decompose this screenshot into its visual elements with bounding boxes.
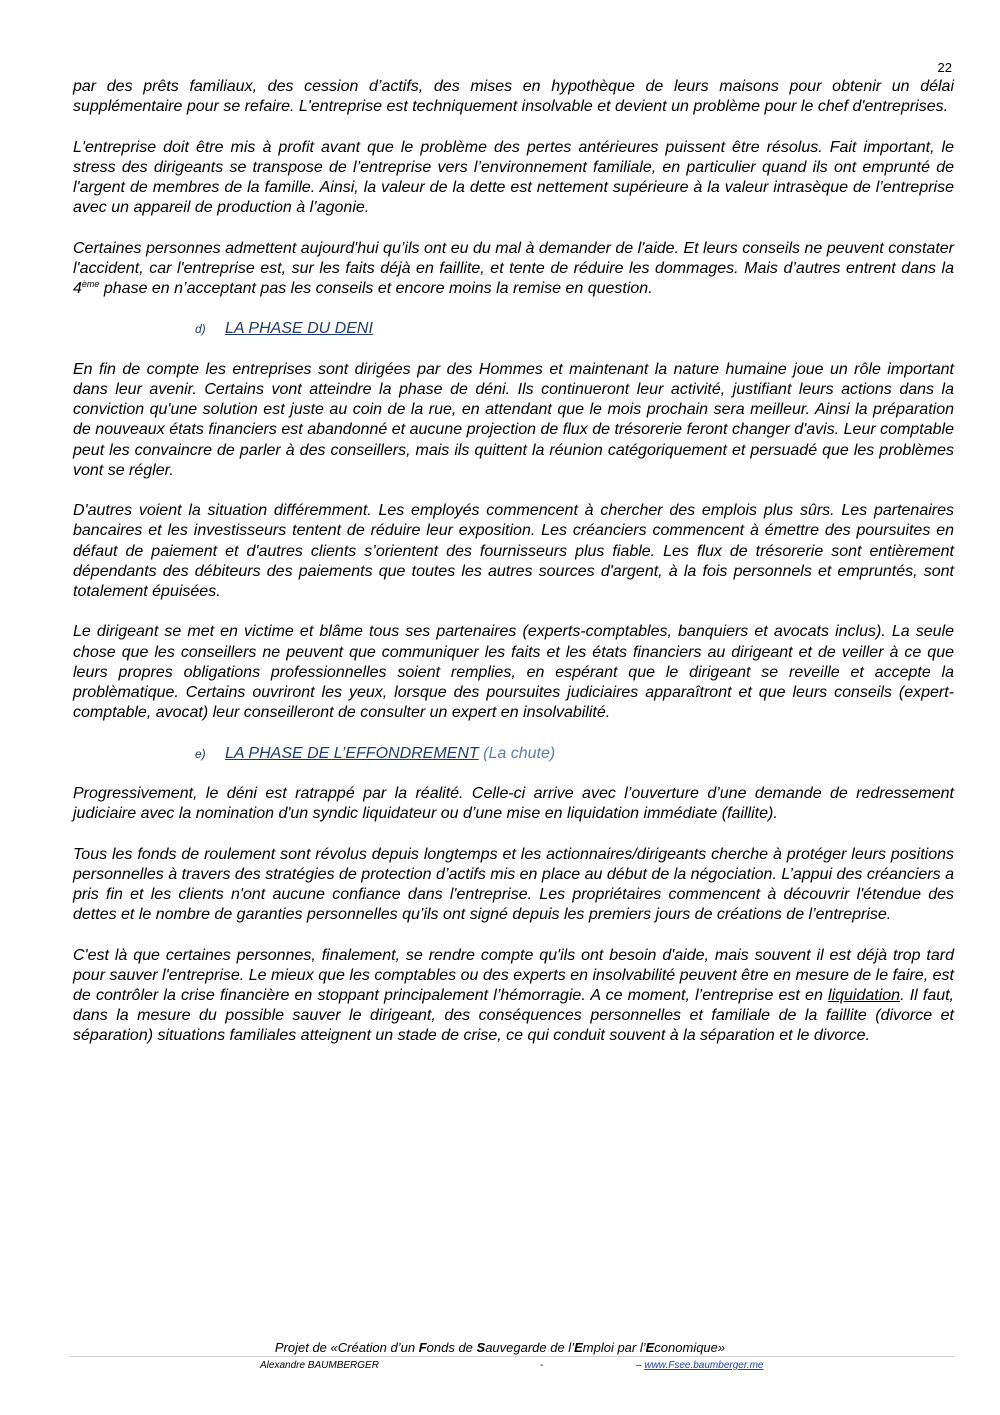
paragraph: Progressivement, le déni est ratrappé par la réalité. Celle-ci arrive avec l’ouverture d’une demande de redressement judiciaire avec la nomination d'un syndic liquidateur ou d’une mise en liquidation immédiate (faillite). — [73, 784, 954, 823]
section-title: LA PHASE DE L’EFFONDREMENT — [225, 744, 479, 762]
paragraph — [73, 946, 954, 1047]
section-heading-d — [73, 319, 954, 339]
footer-link-prefix: – — [636, 1360, 645, 1371]
section-title: LA PHASE DU DENI — [225, 320, 373, 338]
footer-title-text: mploi par l’ — [582, 1340, 646, 1355]
footer-title-text: Projet de «Création d’un — [274, 1340, 419, 1355]
paragraph: Tous les fonds de roulement sont révolus depuis longtemps et les actionnaires/dirigeants cherche à protéger leurs positions personnelles à travers des stratégies de protection d’actifs mis en place au début de la négociation. L’appui des créanciers a pris fin et les clients n'ont aucune confiance dans l'entreprise. Les propriétaires commencent à découvrir l'étendue des dettes et le nombre de garanties personnelles qu’ils ont signé depuis les premiers jours de créations de l’entreprise. — [73, 845, 954, 924]
section-letter: d) — [195, 322, 206, 337]
footer-title-text: onds de — [426, 1340, 477, 1355]
footer-title — [0, 1340, 1000, 1355]
paragraph: En fin de compte les entreprises sont dirigées par des Hommes et maintenant la nature humaine joue un rôle important dans leur avenir. Certains vont atteindre la phase de déni. Ils continueront leur activité, justifiant leurs actions dans la conviction qu'une solution est juste au coin de la rue, en attendant que le mois prochain sera meilleur. Ainsi la préparation de nouveaux états financiers est abandonné et aucune projection de flux de trésorerie feront changer d'avis. Leur comptable peut les convaincre de parler à des conseillers, mais ils quittent la réunion catégoriquement et persuadé que les problèmes vont se régler. — [73, 360, 954, 479]
page-number: 22 — [937, 60, 952, 75]
section-heading-e — [73, 744, 954, 764]
paragraph-text: . Il faut, dans la mesure du possible sauver le dirigeant, des conséquences personnelles et familiale de la faillite (divorce et séparation) situations familiales atteignent un stade de crise, ce qui conduit souvent à la séparation et le divorce. — [73, 986, 955, 1045]
footer-title-initial: S — [476, 1340, 486, 1355]
footer-title-text: conomique» — [654, 1340, 726, 1355]
paragraph-text: Certaines personnes admettent aujourd'hui qu’ils ont eu du mal à demander de l'aide. Et leurs conseils ne peuvent constater l'accident, car l'entreprise est, sur les faits déjà en faillite, et tente de réduire les dommages. Mais d’autres entrent dans la 4 — [73, 239, 954, 297]
paragraph: L'entreprise doit être mis à profit avant que le problème des pertes antérieures puissent être résolus. Fait important, le stress des dirigeants se transpose de l’entreprise vers l’environnement familiale, en particulier quand ils ont emprunté de l'argent de membres de la famille. Ainsi, la valeur de la dette est nettement supérieure à la valeur intrasèque de l’entreprise avec un appareil de production à l’agonie. — [73, 138, 954, 217]
footer-author: Alexandre BAUMBERGER — [260, 1360, 379, 1371]
section-letter: e) — [195, 746, 206, 761]
footer-title-text: auvegarde de l’ — [485, 1340, 575, 1355]
paragraph: D'autres voient la situation différemment. Les employés commencent à chercher des emplois plus sûrs. Les partenaires bancaires et les investisseurs tentent de réduire leur exposition. Les créanciers commencent à émettre des poursuites en défaut de paiement et d'autres clients s’orientent des fournisseurs plus fiable. Les flux de trésorerie sont entièrement dépendants des débiteurs des paiements que toutes les autres sources d'argent, à la fois personnels et empruntés, sont totalement épuisées. — [73, 502, 954, 600]
superscript: ème — [81, 279, 100, 289]
footer-title-initial: F — [418, 1340, 427, 1355]
underlined-term: liquidation — [828, 986, 901, 1004]
footer-title-initial: E — [645, 1340, 655, 1355]
document-body — [73, 77, 954, 1067]
footer-divider — [70, 1356, 955, 1357]
footer-separator: - — [540, 1360, 544, 1371]
section-subtitle: (La chute) — [478, 744, 556, 762]
paragraph — [73, 239, 954, 300]
paragraph: par des prêts familiaux, des cession d’actifs, des mises en hypothèque de leurs maisons pour obtenir un délai supplémentaire pour se refaire. L'entreprise est techniquement insolvable et devient un problème pour le chef d'entreprises. — [73, 78, 954, 116]
paragraph-text: C'est là que certaines personnes, finalement, se rendre compte qu'ils ont besoin d'aide, mais souvent il est déjà trop tard pour sauver l'entreprise. Le mieux que les comptables ou des experts en insolvabilité peuvent être en mesure de le faire, est de contrôler la crise financière en stoppant principalement l’hémorragie. A ce moment, l’entreprise est en — [73, 946, 954, 1004]
footer-title-initial: E — [574, 1340, 583, 1355]
footer-link-container — [636, 1360, 763, 1371]
footer-website-link[interactable]: www.Fsee.baumberger.me — [644, 1360, 764, 1371]
paragraph: Le dirigeant se met en victime et blâme tous ses partenaires (experts-comptables, banquiers et avocats inclus). La seule chose que les conseillers ne peuvent que communiquer les faits et les états financiers au dirigeant et de veiller à ce que leurs propres obligations professionnelles soient remplies, en espérant que le dirigeant se reveille et accepte la problèmatique. Certains ouvriront les yeux, lorsque des poursuites judiciaires apparaîtront et que leurs conseils (expert-comptable, avocat) leur conseilleront de consulter un expert en insolvabilité. — [73, 623, 954, 722]
paragraph-text: phase en n’acceptant pas les conseils et encore moins la remise en question. — [99, 280, 653, 297]
